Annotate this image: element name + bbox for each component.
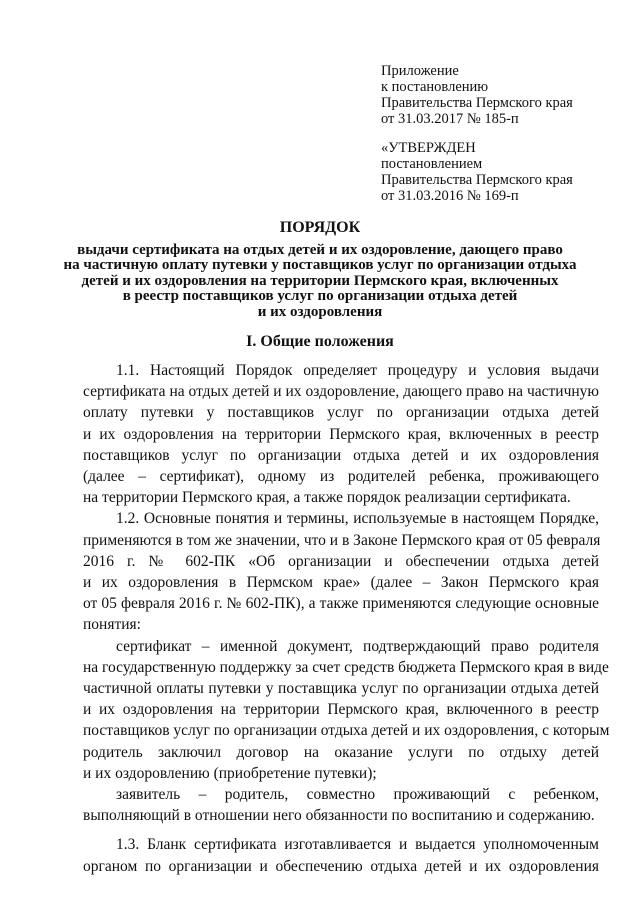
title-line: и их оздоровления [257, 303, 383, 320]
paragraph-gap [83, 826, 599, 834]
section-heading: I. Общие положения [246, 333, 394, 350]
text-line: применяются в том же значении, что и в Законе Пермского края от 05 февраля [83, 531, 601, 549]
title-main: ПОРЯДОК [279, 219, 361, 236]
paragraph-1-2 [83, 508, 599, 635]
text-line: родитель заключил договор на оказание услуги по отдыху детей [83, 743, 599, 761]
text-line: на территории Пермского края, а также порядок реализации сертификата. [83, 489, 571, 507]
paragraph-1-1 [83, 360, 599, 508]
text-line: сертификата на отдых детей и их оздоровление, дающего право на частичную [83, 383, 599, 401]
text-line: на государственную поддержку за счет средств бюджета Пермского края в виде [83, 658, 609, 676]
text-line: от 05 февраля 2016 г. № 602-ПК), а также применяются следующие основные [83, 595, 599, 613]
text-line: и их оздоровления на территории Пермского края, включенных в реестр [83, 425, 599, 443]
text-line: и их оздоровления на территории Пермского края, включенного в реестр [83, 701, 599, 719]
title-line: на частичную оплату путевки у поставщиков услуг по организации отдыха [63, 257, 577, 273]
document-body [83, 360, 610, 877]
text-line: и их оздоровлению (приобретение путевки); [83, 764, 377, 782]
approval-line: «УТВЕРЖДЕН [381, 140, 476, 156]
approval-block [381, 140, 573, 204]
approval-line: постановлением [381, 156, 483, 172]
text-line: 2016 г. № 602-ПК «Об организации и обеспечении отдыха детей [83, 552, 599, 570]
text-line: 1.3. Бланк сертификата изготавливается и выдается уполномоченным [116, 836, 599, 854]
attachment-line: Приложение [381, 63, 459, 79]
paragraph-applicant-definition [83, 784, 599, 826]
title-line: детей и их оздоровления на территории Пермского края, включенных [81, 272, 559, 289]
text-line: и их оздоровления в Пермском крае» (далее – Закон Пермского края [83, 574, 599, 592]
title-line: в реестр поставщиков услуг по организации отдыха детей [122, 288, 518, 304]
attachment-block [381, 63, 573, 127]
text-line: выполняющий в отношении него обязанности по воспитанию и содержанию. [83, 807, 595, 825]
text-line: 1.2. Основные понятия и термины, используемые в настоящем Порядке, [116, 510, 599, 528]
text-line: органом по организации и обеспечению отдыха детей и их оздоровления [83, 857, 599, 875]
attachment-line: к постановлению [381, 79, 489, 95]
attachment-line: Правительства Пермского края [381, 95, 573, 111]
text-line: частичной оплаты путевки у поставщика услуг по организации отдыха детей [83, 680, 599, 698]
text-line: поставщиков услуг по организации отдыха детей и их оздоровления [83, 446, 599, 464]
text-line: понятия: [83, 616, 141, 634]
text-line: оплату путевки у поставщиков услуг по организации отдыха детей [83, 404, 599, 422]
text-line: (далее – сертификат), одному из родителей ребенка, проживающего [83, 468, 599, 486]
text-line: заявитель – родитель, совместно проживающий с ребенком, [116, 786, 599, 804]
paragraph-1-3 [83, 834, 599, 876]
title-line: выдачи сертификата на отдых детей и их оздоровление, дающего право [77, 241, 563, 258]
document-title [60, 220, 580, 320]
approval-line: от 31.03.2016 № 169-п [381, 188, 519, 204]
approval-line: Правительства Пермского края [381, 172, 573, 188]
paragraph-certificate-definition [83, 636, 610, 784]
text-line: 1.1. Настоящий Порядок определяет процедуру и условия выдачи [116, 362, 599, 379]
text-line: сертификат – именной документ, подтверждающий право родителя [116, 637, 599, 655]
attachment-line: от 31.03.2017 № 185-п [381, 111, 519, 127]
text-line: поставщиков услуг по организации отдыха детей и их оздоровления, с которым [83, 722, 610, 740]
